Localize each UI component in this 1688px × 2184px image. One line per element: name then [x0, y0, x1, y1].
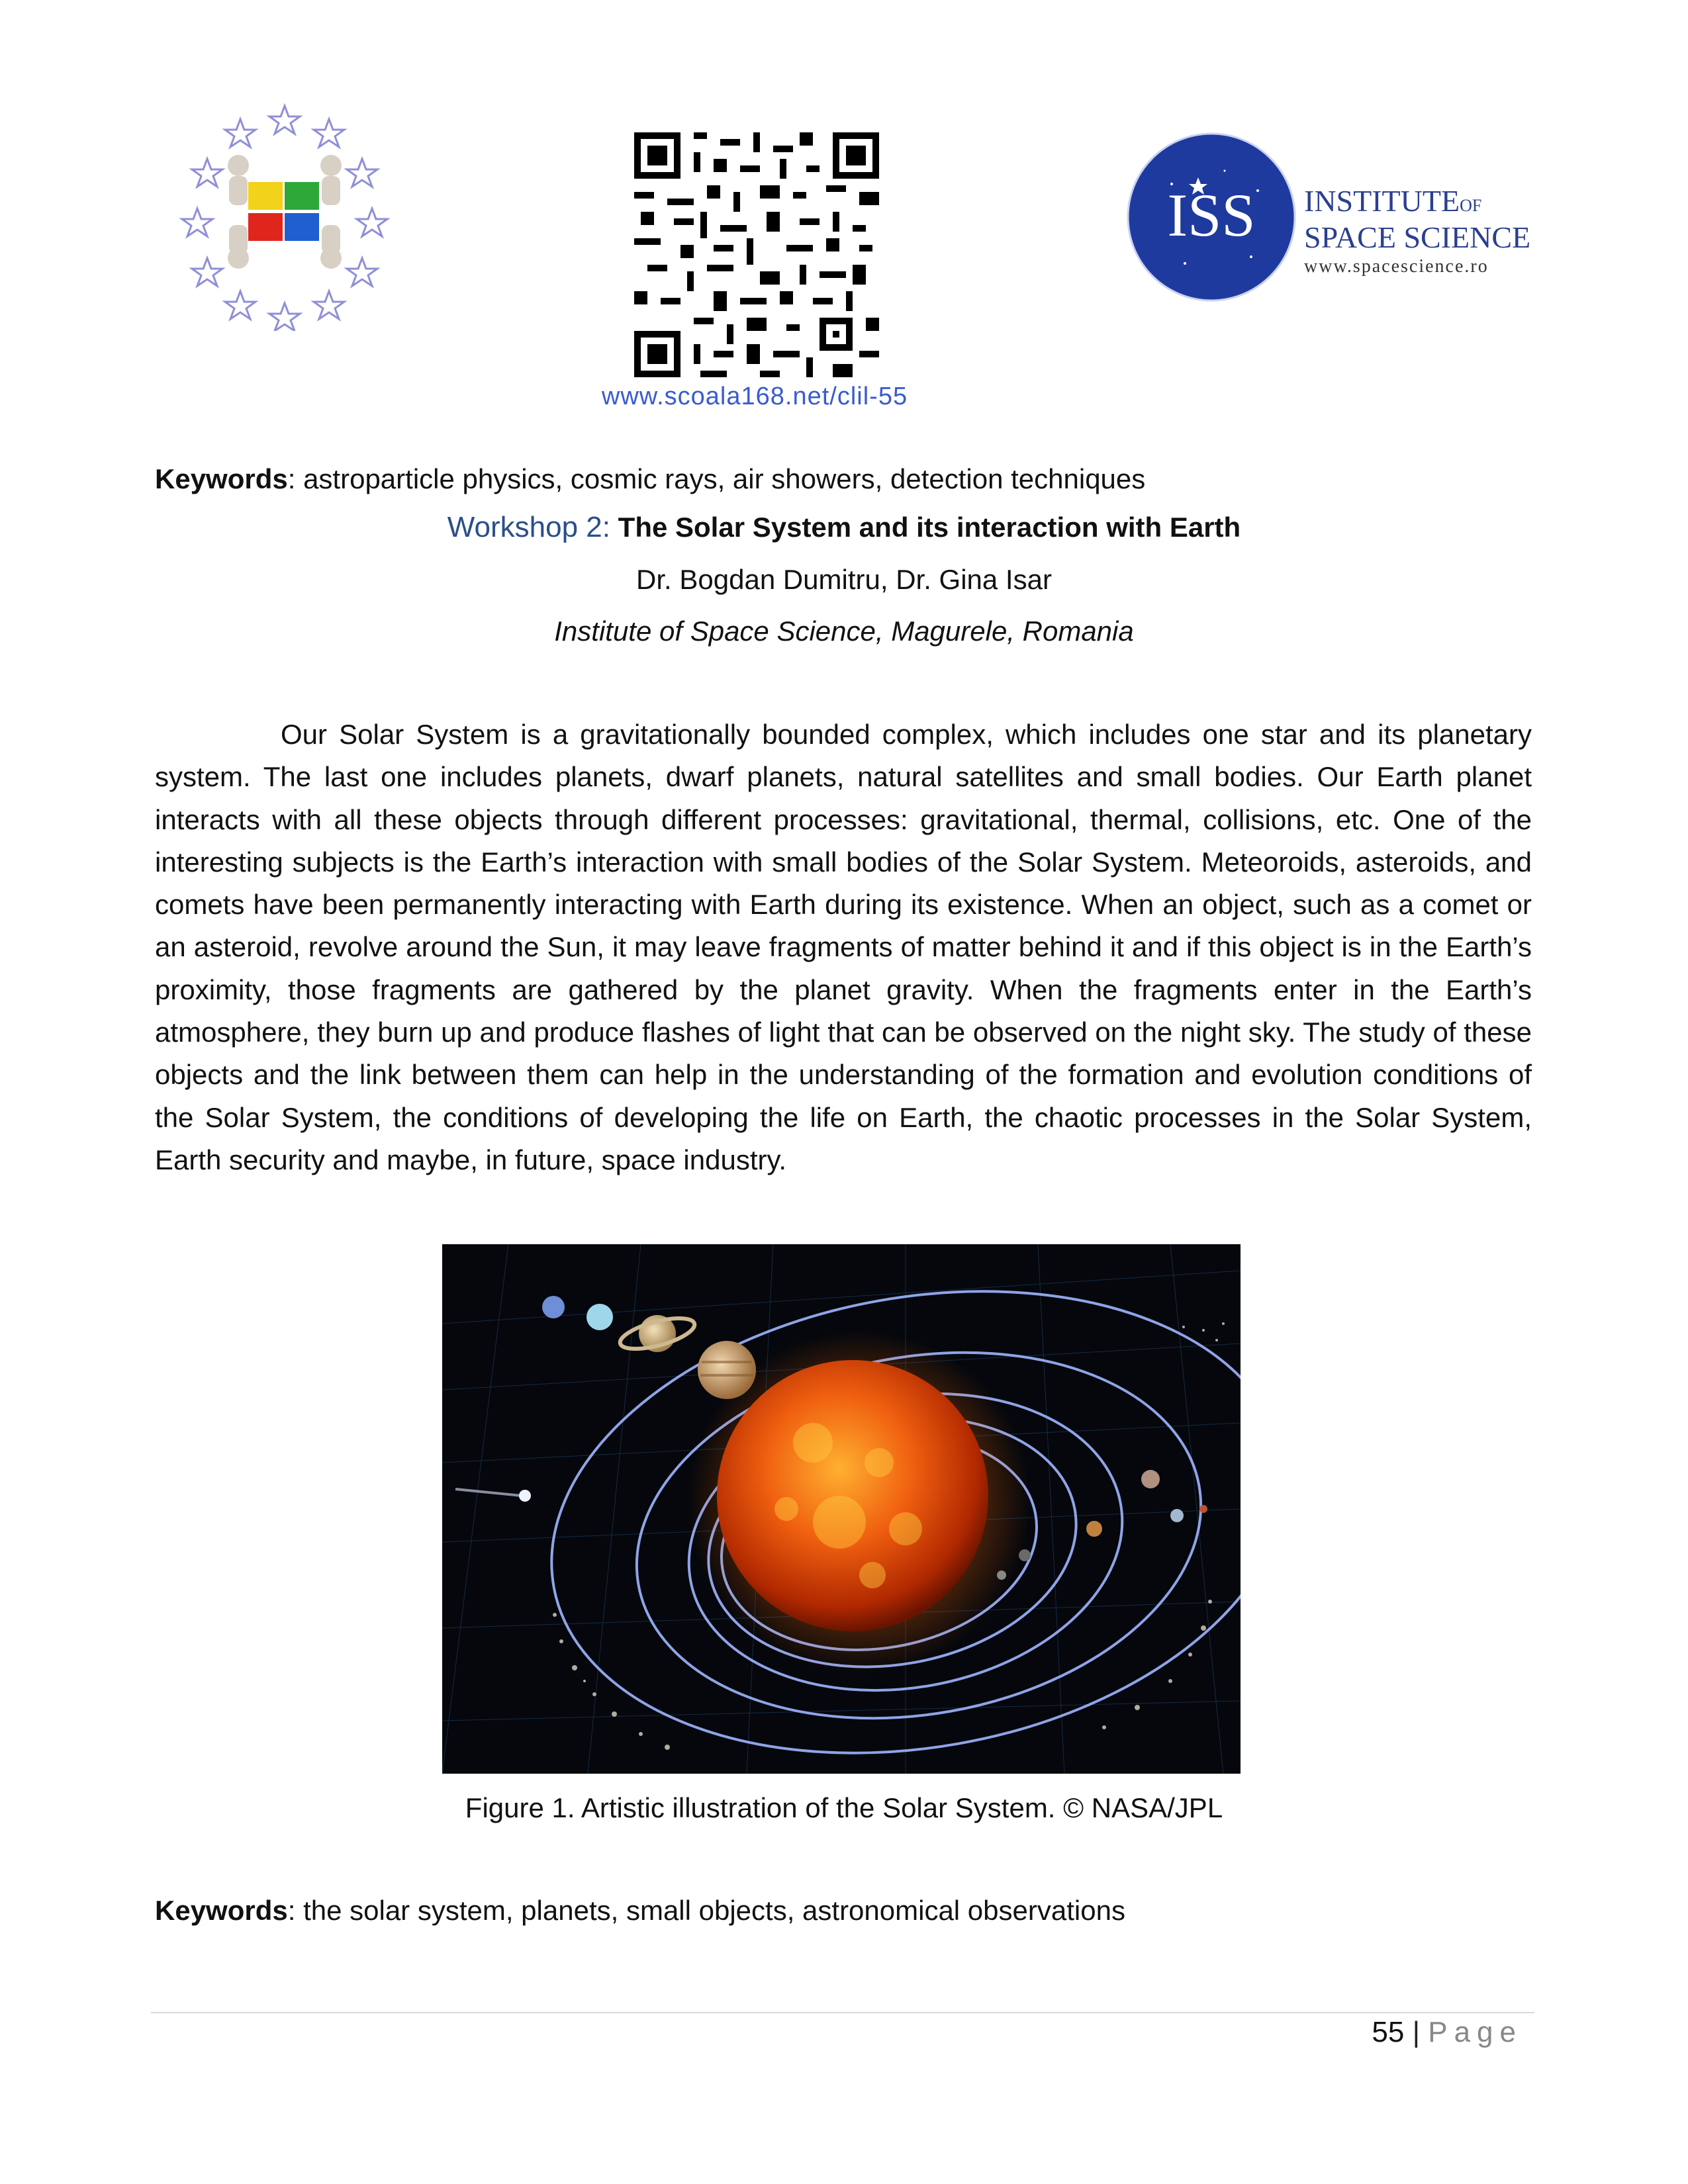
project-logo — [165, 93, 404, 331]
iss-logo-emblem — [1125, 131, 1297, 303]
figure-caption: Figure 1. Artistic illustration of the Solar System. © NASA/JPL — [465, 1792, 1223, 1823]
keywords-text: : the solar system, planets, small objects, astronomical observations — [287, 1895, 1125, 1926]
iss-abbr: ISS — [1167, 181, 1256, 249]
workshop-title — [0, 511, 1688, 544]
footer-divider — [151, 2012, 1534, 2013]
qr-url[interactable]: www.scoala168.net/clil-55 — [601, 383, 908, 410]
page-word: Page — [1428, 2016, 1523, 2048]
iss-logo-text: INSTITUTEOF SPACE SCIENCE www.spacescience.ro — [1304, 184, 1531, 277]
qr-code[interactable] — [634, 132, 879, 377]
workshop-authors: Dr. Bogdan Dumitru, Dr. Gina Isar — [636, 564, 1052, 595]
keywords-bottom — [155, 1889, 1125, 1932]
body-paragraph: Our Solar System is a gravitationally bounded complex, which includes one star and its planetary system. The last one includes planets, dwarf planets, natural satellites and small bodies. Our Earth planet interacts with all these objects through different processes: gravitational, thermal, collisions, etc. One of the interesting subjects is the Earth’s interaction with small bodies of the Solar System. Meteoroids, asteroids, and comets have been permanently interacting with Earth during its existence. When an object, such as a comet or an asteroid, revolve around the Sun, it may leave fragments of matter behind it and if this object is in the Earth’s proximity, those fragments are gathered by the planet gravity. When the fragments enter in the Earth’s atmosphere, they burn up and produce flashes of light that can be observed on the night sky. The study of these objects and the link between them can help in the understanding of the formation and evolution conditions of the Solar System, the conditions of developing the life on Earth, the chaotic processes in the Solar System, Earth security and maybe, in future, space industry. — [155, 719, 1532, 1175]
page-separator: | — [1412, 2016, 1420, 2048]
page-number — [1372, 2016, 1523, 2049]
workshop-prefix: Workshop 2: — [447, 511, 610, 543]
keywords-text: : astroparticle physics, cosmic rays, air showers, detection techniques — [287, 463, 1146, 494]
page-number-value: 55 — [1372, 2016, 1405, 2048]
workshop-institution: Institute of Space Science, Magurele, Romania — [554, 615, 1134, 647]
keywords-top — [155, 458, 1145, 500]
solar-system-figure — [442, 1244, 1241, 1774]
keywords-label: Keywords — [155, 1895, 288, 1926]
workshop-name: The Solar System and its interaction with Earth — [618, 512, 1241, 543]
keywords-label: Keywords — [155, 463, 288, 494]
